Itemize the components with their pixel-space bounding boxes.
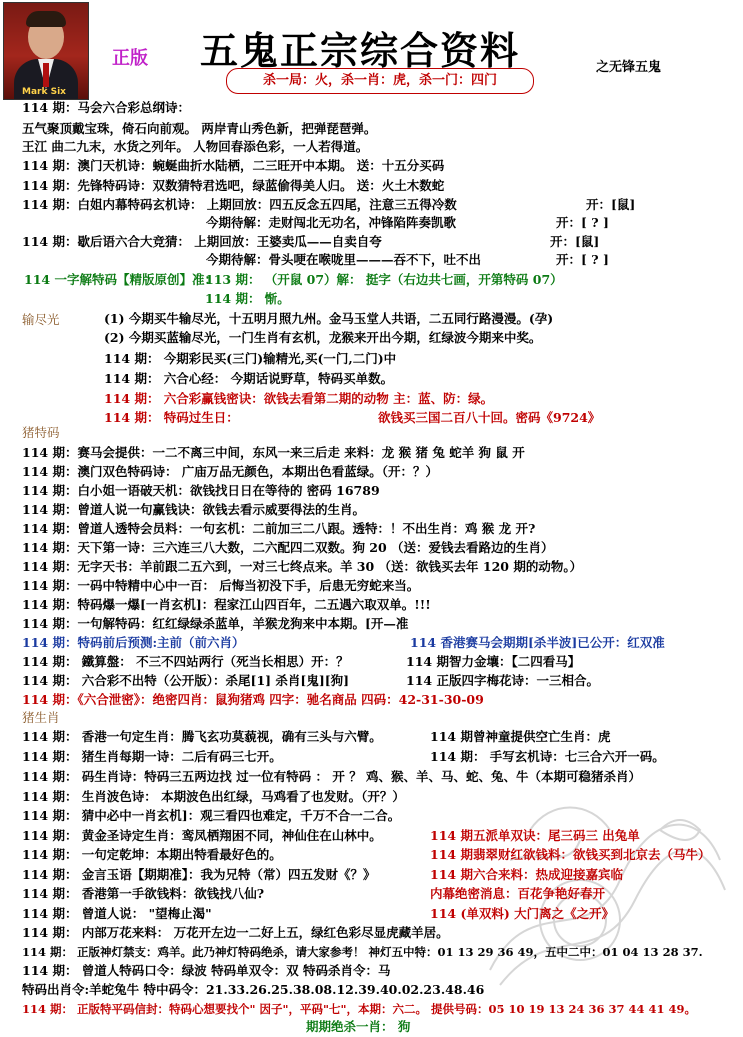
line-zonggang: 114 期：马会六合彩总纲诗：: [22, 100, 190, 115]
shujin-3: 114 期： 今期彩民买(三门)输精光,买(一门,二门)中: [104, 351, 397, 366]
jiezi-114: 114 期： 惭。: [205, 291, 290, 306]
shujin-2: (2) 今期买蓝输尽光，一门生肖有玄机，龙猴来开出今期，红绿波今期来中奖。: [104, 330, 542, 345]
zhutema-5: 114 期：天下第一诗：三六连三八大数，二六配四二双数。狗 20 （送：爱钱去看路边的生肖）: [22, 540, 554, 555]
zsx-left-2: 114 期： 码生肖诗：特码三五两边找 过一位有特码 ： 开 ？ 鸡、猴、羊、马、蛇、兔、牛（本期可稳猪杀肖）: [22, 769, 642, 784]
zsx-left-10: 114 期： 内部万花来料： 万花开左边一二好上五，绿红色彩尽显虎藏羊居。: [22, 925, 449, 940]
line-xianfeng: 114 期：先锋特码诗：双数猜特君选吧，绿蓝偷得美人归。 送：火土木数蛇: [22, 178, 445, 193]
mid-r2a: 114 期： 鐵算盤： 不三不四站两行（死当长相思）开：？: [22, 654, 349, 669]
section-zhutema: 猪特码: [22, 425, 60, 440]
zsx-right-3: 114 期翡翠财红欲钱料：欲钱买到北京去（马牛）: [430, 847, 711, 862]
zsx-left-12: 114 期： 曾道人特码口令：绿波 特码单双令：双 特码杀肖令：马: [22, 963, 391, 978]
zsx-left-9: 114 期： 曾道人说： "望梅止渴": [22, 906, 212, 921]
zsx-left-6: 114 期： 一句定乾坤：本期出特看最好色的。: [22, 847, 282, 862]
zsx-right-0: 114 期曾神童提供空亡生肖：虎: [430, 729, 611, 744]
shujin-6b: 欲钱买三国二百八十回。密码《9724》: [378, 410, 601, 425]
line-baijie-dai: 今期待解：走财闯北无功名，冲锋陷阵奏凯歌: [206, 215, 457, 230]
open-mark-1: 开：[鼠]: [586, 197, 636, 212]
line-baijie: 114 期：白姐内幕特码玄机诗： 上期回放：四五反念五四尾，注意三五得冷数: [22, 197, 457, 212]
zsx-right-6: 114 (单双料) 大门离之《之开》: [430, 906, 615, 921]
zhutema-2: 114 期：白小姐一语破天机：欲钱找日日在等待的 密码 16789: [22, 483, 380, 498]
section-zhushengxiao: 猪生肖: [22, 710, 60, 725]
zsx-left-3: 114 期： 生肖波色诗： 本期波色出红绿，马鸡看了也发财。（开？）: [22, 789, 405, 804]
mid-r1b: 114 香港赛马会期期[杀半波]已公开：红双准: [410, 635, 665, 650]
zsx-left-8: 114 期： 香港第一手欲钱料：欲钱找八仙?: [22, 886, 265, 901]
mid-r1a: 114 期：特码前后预测:主前（前六肖）: [22, 635, 245, 650]
shujin-6a: 114 期： 特码过生日：: [104, 410, 239, 425]
zsx-left-14: 114 期： 正版特平码信封：特码心想要找个" 因子"，平码"七"，本期：六二。 提供号码：05 10 19 13 24 36 37 44 41 49。: [22, 1002, 697, 1016]
open-mark-3: 开：[鼠]: [550, 234, 600, 249]
line-poem-2: 王江 曲二九末，水货之列年。 人物回春添色彩，一人若得道。: [22, 139, 369, 154]
zsx-left-7: 114 期： 金言玉语【期期准】：我为兄特（常）四五发财《？》: [22, 867, 376, 882]
mid-r3a: 114 期： 六合彩不出特（公开版）：杀尾[1] 杀肖[鬼][狗]: [22, 673, 350, 688]
author-name: 之无锋五鬼: [596, 60, 662, 75]
zhutema-3: 114 期：曾道人说一句赢钱诀：欲钱去看示威要得法的生肖。: [22, 502, 365, 517]
zsx-left-13: 特码出肖令:羊蛇兔牛 特中码令：21.33.26.25.38.08.12.39.40.02.23.48.46: [22, 982, 485, 997]
zsx-right-5: 内幕绝密消息：百花争艳好春开: [430, 886, 606, 901]
zsx-left-5: 114 期： 黄金圣诗定生肖：鸾凤栖翔困不同，神仙住在山林中。: [22, 828, 382, 843]
zhutema-6: 114 期：无字天书：羊前跟二五六到，一对三七终点来。羊 30 （送：欲钱买去年 120 期的动物。）: [22, 559, 583, 574]
page-title: 五鬼正宗综合资料: [200, 28, 521, 73]
zsx-left-1: 114 期： 猪生肖每期一诗：二后有码三七开。: [22, 749, 282, 764]
line-poem-1: 五气聚顶戴宝珠，倚石向前观。 两岸青山秀色新，把弹琵琶弹。: [22, 121, 377, 136]
zhutema-9: 114 期：一句解特码：红红绿绿杀蓝单，羊猴龙狗来中本期。[开—准: [22, 616, 409, 631]
line-xiehouyu-dai: 今期待解：骨头哽在喉咙里———吞不下，吐不出: [206, 252, 482, 267]
photo-tag: Mark Six: [22, 87, 66, 97]
line-xiehouyu: 114 期：歇后语六合大竞猜： 上期回放：王婆卖瓜——自卖自夸: [22, 234, 382, 249]
zhutema-4: 114 期：曾道人透特会员料：一句玄机：二前加三二八跟。透特：！不出生肖：鸡 猴 龙 开?: [22, 521, 536, 536]
zsx-right-1: 114 期： 手写玄机诗：七三合六开一码。: [430, 749, 665, 764]
shujin-4: 114 期： 六合心经： 今期话说野草，特码买单数。: [104, 371, 394, 386]
zsx-left-0: 114 期： 香港一句定生肖：腾飞玄功莫藐视，确有三头与六臂。: [22, 729, 382, 744]
zsx-left-4: 114 期： 猜中必中一肖玄机]：观三看四也难定，千万不合一二合。: [22, 808, 401, 823]
kill-banner: 杀一局：火，杀一肖：虎，杀一门：四门: [226, 68, 534, 94]
zhutema-8: 114 期：特码爆一爆[一肖玄机]：程家江山四百年，二五遇六取双单。!!!: [22, 597, 431, 612]
zhutema-0: 114 期：赛马会提供：一二不离三中间，东风一来三后走 来料：龙 猴 猪 兔 蛇羊 狗 鼠 开: [22, 445, 525, 460]
author-photo: [3, 2, 89, 100]
mid-r2b: 114 期智力金壤：【二四看马】: [406, 654, 581, 669]
zsx-right-2: 114 期五派单双诀：尾三码三 出兔单: [430, 828, 640, 843]
shujin-1: (1) 今期买牛输尽光，十五明月照九州。金马玉堂人共语，二五同行路漫漫。(孕): [104, 311, 554, 326]
badge-zhengban: 正版: [112, 48, 148, 69]
zsx-left-11: 114 期： 正版神灯禁支：鸡羊。此乃神灯特码绝杀，请大家参考！ 神灯五中特：01 13 29 36 49，五中二中：01 04 13 28 37.: [22, 945, 703, 959]
line-macau-tianji: 114 期：澳门天机诗：蜿蜒曲折水陆栖，二三旺开中本期。 送：十五分买码: [22, 158, 445, 173]
zsx-right-4: 114 期六合来料：热成迎接嘉宾临: [430, 867, 623, 882]
mid-r3b: 114 正版四字梅花诗：一三相合。: [406, 673, 599, 688]
jiezi-113: 113 期： （开鼠 07）解： 挺字（右边共七画，开第特码 07）: [205, 272, 563, 287]
shujin-5: 114 期： 六合彩赢钱密诀：欲钱去看第二期的动物 主：蓝、防：绿。: [104, 391, 494, 406]
zhutema-7: 114 期：一码中特精中心中一百： 后悔当初没下手，后患无穷蛇来当。: [22, 578, 420, 593]
mid-r4: 114 期：《六合泄密》：绝密四肖：鼠狗猪鸡 四字：驰名商品 四码：42-31-30-09: [22, 692, 484, 707]
jiezi-title: 114 一字解特码【精版原创】准：: [24, 272, 217, 287]
section-shujin: 输尽光: [22, 312, 60, 327]
footer-sha-yixiao: 期期绝杀一肖： 狗: [306, 1019, 411, 1034]
zhutema-1: 114 期：澳门双色特码诗： 广庙万品无颜色，本期出色看蓝绿。（开：？）: [22, 464, 439, 479]
open-mark-4: 开：[ ? ]: [556, 252, 609, 267]
open-mark-2: 开：[ ? ]: [556, 215, 609, 230]
